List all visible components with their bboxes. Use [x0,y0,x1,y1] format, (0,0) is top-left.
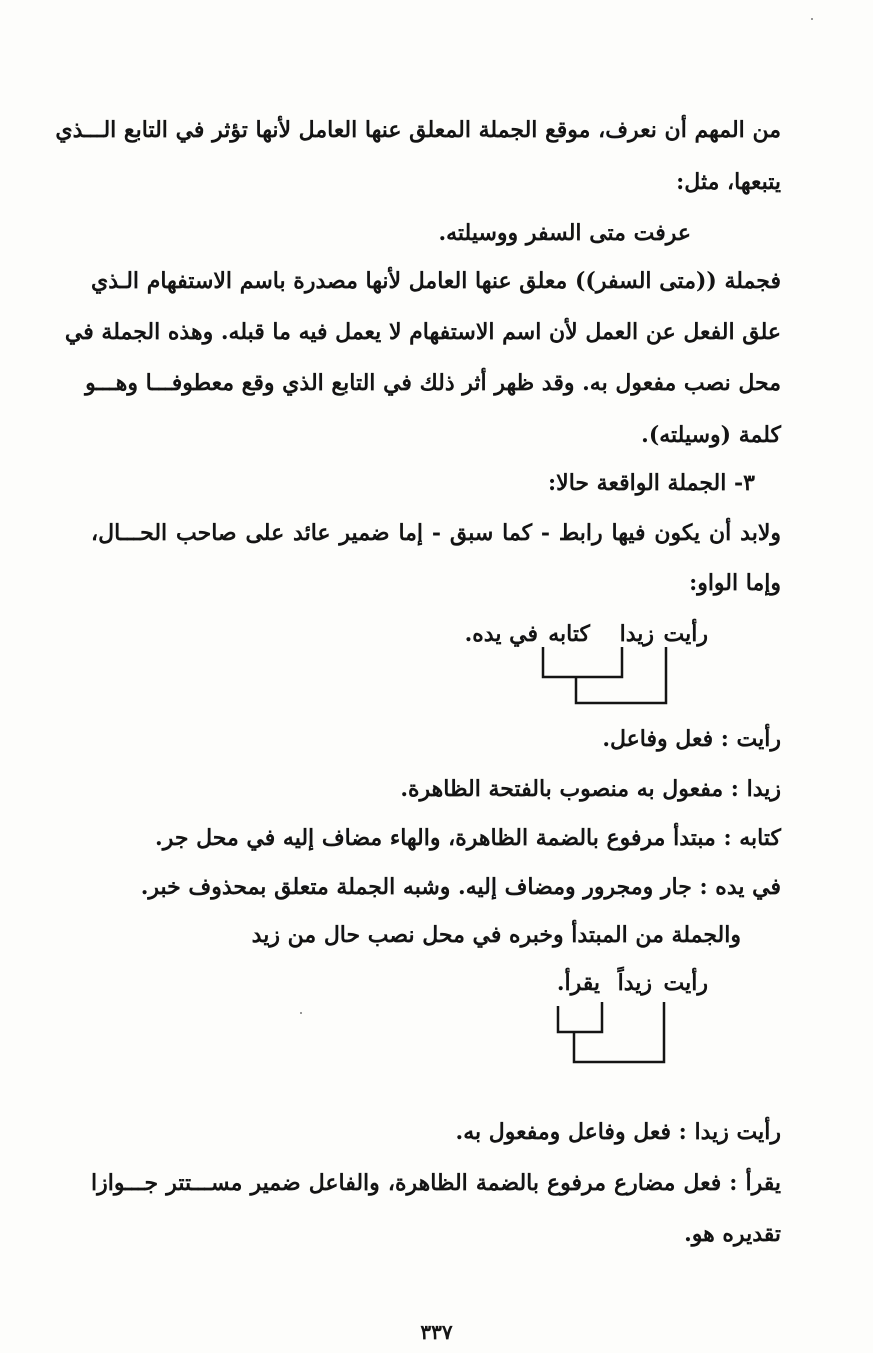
paragraph-1-line-1: من المهم أن نعرف، موقع الجملة المعلق عنها العامل لأنها تؤثر في التابع الـــذي [55,117,781,143]
diagram-1-connectors [470,615,720,710]
paragraph-3-line-1: ولابد أن يكون فيها رابط - كما سبق - إما ضمير عائد على صاحب الحـــال، [91,520,781,546]
paragraph-1-line-2: يتبعها، مثل: [676,169,781,195]
diagram-2-word-raayt: رأيت [663,970,708,996]
analysis-1-line-4: في يده : جار ومجرور ومضاف إليه. وشبه الجملة متعلق بمحذوف خبر. [140,874,781,900]
diagram-1-word-raayt: رأيت [663,621,708,647]
analysis-1-line-5: والجملة من المبتدأ وخبره في محل نصب حال من زيد [251,922,741,948]
analysis-1-line-1: رأيت : فعل وفاعل. [602,726,781,752]
analysis-1-line-2: زيدا : مفعول به منصوب بالفتحة الظاهرة. [400,776,781,802]
analysis-1-line-3: كتابه : مبتدأ مرفوع بالضمة الظاهرة، والهاء مضاف إليه في محل جر. [155,825,781,851]
diagram-1-word-zayd: زيدا [619,621,654,647]
section-heading: ٣- الجملة الواقعة حالا: [548,470,755,496]
diagram-1-word-fi-yadihi: في يده. [464,621,538,647]
scan-speck [811,18,813,20]
parse-diagram-1 [464,615,720,710]
diagram-2-connectors [510,966,720,1071]
analysis-2-line-1: رأيت زيدا : فعل وفاعل ومفعول به. [455,1119,781,1145]
page-number: ٣٣٧ [420,1320,453,1344]
scan-speck [300,1012,302,1014]
diagram-2-word-zaydan: زيداً [617,970,652,996]
paragraph-2-line-1: فجملة ((متى السفر)) معلق عنها العامل لأنها مصدرة باسم الاستفهام الـذي [91,268,781,294]
paragraph-3-line-2: وإما الواو: [689,570,781,596]
paragraph-2-line-2: علق الفعل عن العمل لأن اسم الاستفهام لا يعمل فيه ما قبله. وهذه الجملة في [64,319,781,345]
paragraph-2-line-3: محل نصب مفعول به. وقد ظهر أثر ذلك في التابع الذي وقع معطوفـــا وهـــو [85,370,781,396]
diagram-1-word-kitabuhu: كتابه [548,621,590,647]
analysis-2-line-3: تقديره هو. [684,1221,781,1247]
diagram-2-word-yaqra: يقرأ. [556,970,600,996]
analysis-2-line-2: يقرأ : فعل مضارع مرفوع بالضمة الظاهرة، والفاعل ضمير مســـتتر جـــوازا [91,1170,781,1196]
example-sentence-1: عرفت متى السفر ووسيلته. [438,220,691,246]
paragraph-2-line-4: كلمة (وسيلته). [641,422,781,448]
parse-diagram-2 [510,966,720,1071]
